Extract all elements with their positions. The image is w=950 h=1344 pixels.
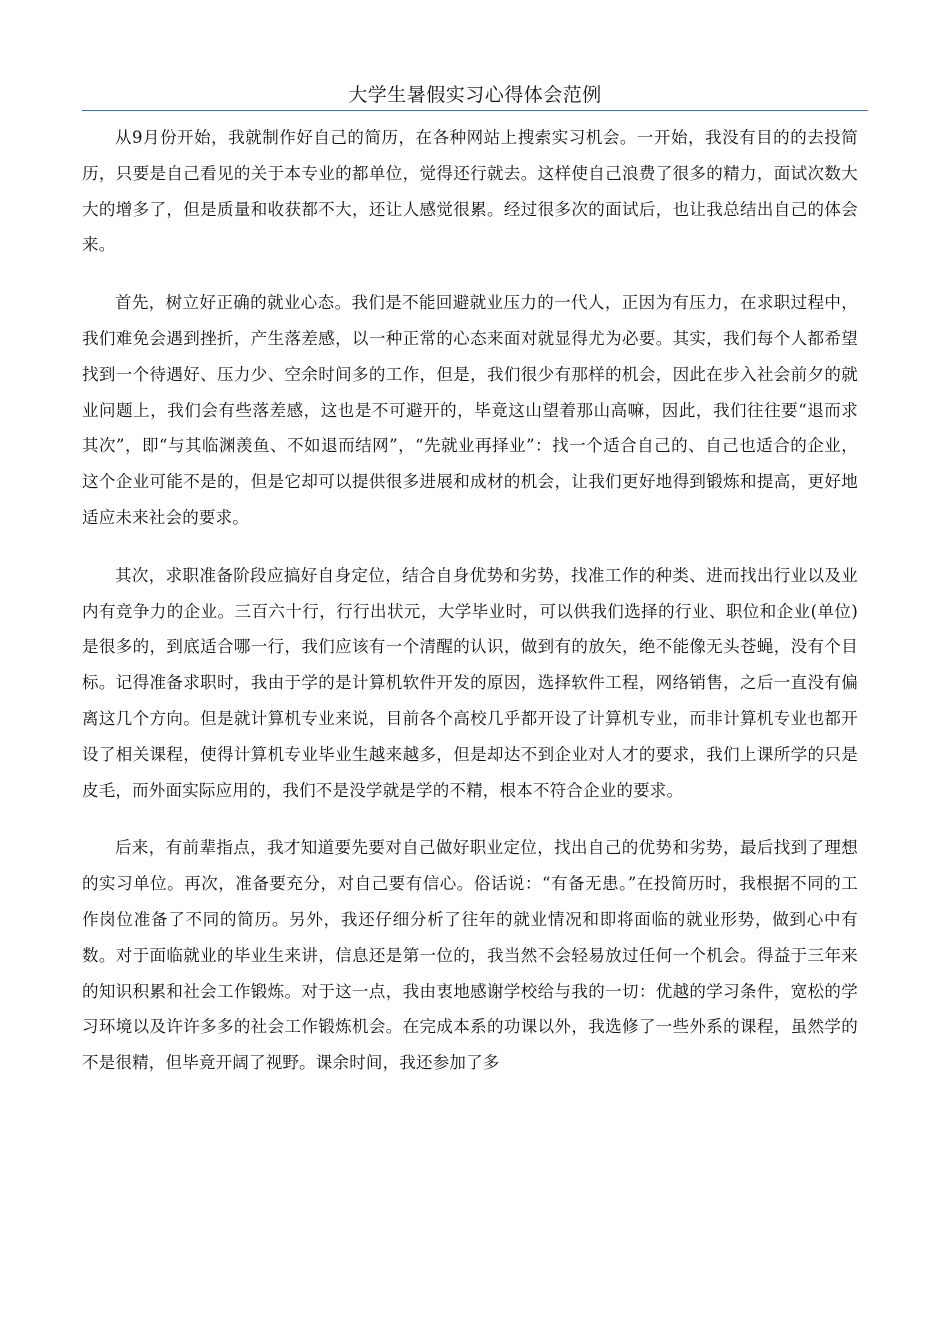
title-underline (82, 110, 868, 111)
paragraph-1: 从9月份开始，我就制作好自己的简历，在各种网站上搜索实习机会。一开始，我没有目的的去投简历，只要是自己看见的关于本专业的都单位，觉得还行就去。这样使自己浪费了很多的精力，面试次数大大的增多了，但是质量和收获都不大，还让人感觉很累。经过很多次的面试后，也让我总结出自己的体会来。 (82, 128, 858, 255)
document-title: 大学生暑假实习心得体会范例 (348, 84, 602, 106)
paragraph-2: 首先，树立好正确的就业心态。我们是不能回避就业压力的一代人，正因为有压力，在求职过程中，我们难免会遇到挫折，产生落差感，以一种正常的心态来面对就显得尤为必要。其实，我们每个人都希望找到一个待遇好、压力少、空余时间多的工作，但是，我们很少有那样的机会，因此在步入社会前夕的就业问题上，我们会有些落差感，这也是不可避开的，毕竟这山望着那山高嘛，因此，我们往往要“退而求其次”，即“与其临渊羡鱼、不如退而结网”，“先就业再择业”：找一个适合自己的、自己也适合的企业，这个企业可能不是的，但是它却可以提供很多进展和成材的机会，让我们更好地得到锻炼和提高，更好地适应未来社会的要求。 (82, 293, 858, 527)
document-body (82, 120, 858, 1081)
paragraph-3: 其次，求职准备阶段应搞好自身定位，结合自身优势和劣势，找准工作的种类、进而找出行业以及业内有竞争力的企业。三百六十行，行行出状元，大学毕业时，可以供我们选择的行业、职位和企业(单位)是很多的，到底适合哪一行，我们应该有一个清醒的认识，做到有的放矢，绝不能像无头苍蝇，没有个目标。记得准备求职时，我由于学的是计算机软件开发的原因，选择软件工程，网络销售，之后一直没有偏离这几个方向。但是就计算机专业来说，目前各个高校几乎都开设了计算机专业，而非计算机专业也都开设了相关课程，使得计算机专业毕业生越来越多，但是却达不到企业对人才的要求，我们上课所学的只是皮毛，而外面实际应用的，我们不是没学就是学的不精，根本不符合企业的要求。 (82, 565, 858, 800)
paragraph-4: 后来，有前辈指点，我才知道要先要对自己做好职业定位，找出自己的优势和劣势，最后找到了理想的实习单位。再次，准备要充分，对自己要有信心。俗话说：“有备无患。”在投简历时，我根据不同的工作岗位准备了不同的简历。另外，我还仔细分析了往年的就业情况和即将面临的就业形势，做到心中有数。对于面临就业的毕业生来讲，信息还是第一位的，我当然不会轻易放过任何一个机会。得益于三年来的知识积累和社会工作锻炼。对于这一点，我由衷地感谢学校给与我的一切：优越的学习条件，宽松的学习环境以及许许多多的社会工作锻炼机会。在完成本系的功课以外，我选修了一些外系的课程，虽然学的不是很精，但毕竟开阔了视野。课余时间，我还参加了多 (82, 838, 858, 1073)
